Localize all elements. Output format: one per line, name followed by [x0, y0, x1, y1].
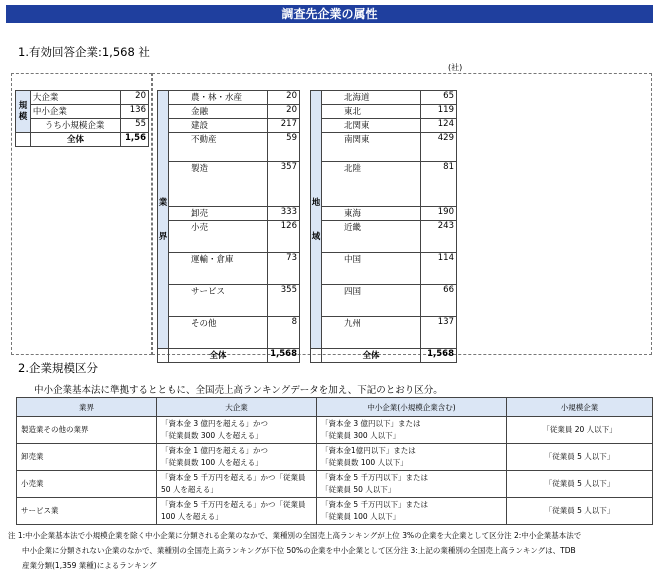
table-row [311, 105, 457, 119]
region-label: 東海 [321, 207, 420, 221]
size-label: うち小規模企業 [30, 119, 120, 133]
size-value: 55 [121, 119, 149, 133]
industry-value: 357 [267, 162, 299, 207]
table-row [158, 207, 300, 221]
industry-value: 8 [267, 317, 299, 349]
table-row [158, 317, 300, 349]
industry-label: 農・林・水産 [168, 91, 267, 105]
size-label: 大企業 [30, 91, 120, 105]
industry-value: 20 [267, 91, 299, 105]
region-value: 243 [421, 221, 457, 253]
criteria-sme-line: 「従業員数 100 人以下」 [321, 458, 408, 467]
criteria-large [157, 444, 317, 471]
table-row [158, 133, 300, 162]
table-row [311, 162, 457, 207]
criteria-sme [317, 498, 507, 525]
region-label: 北関東 [321, 119, 420, 133]
table-row [311, 207, 457, 221]
criteria-sme-line: 「資本金 3 億円以下」または [321, 419, 421, 428]
region-total-spacer [311, 349, 322, 363]
criteria-large [157, 417, 317, 444]
criteria-header-small: 小規模企業 [507, 398, 653, 417]
region-value: 81 [421, 162, 457, 207]
table-row [17, 471, 653, 498]
table-row [16, 105, 149, 119]
region-header-char: 地 [311, 197, 321, 208]
criteria-small: 「従業員 5 人以下」 [507, 444, 653, 471]
criteria-industry: サービス業 [17, 498, 157, 525]
criteria-large [157, 471, 317, 498]
region-table [310, 90, 457, 363]
size-total-spacer [16, 133, 31, 147]
table-row [158, 221, 300, 253]
industry-label: 建設 [168, 119, 267, 133]
criteria-industry: 卸売業 [17, 444, 157, 471]
section1-title: 1.有効回答企業:1,568 社 [18, 45, 150, 59]
region-value: 65 [421, 91, 457, 105]
size-total-value: 1,56 [121, 133, 149, 147]
criteria-large-line: 100 人を超える」 [161, 512, 223, 521]
size-total-row [16, 133, 149, 147]
criteria-sme-line: 「従業員 100 人以下」 [321, 512, 401, 521]
industry-total-label: 全体 [168, 349, 267, 363]
region-value: 137 [421, 317, 457, 349]
table-row [311, 91, 457, 105]
industry-label: サービス [168, 285, 267, 317]
criteria-industry: 小売業 [17, 471, 157, 498]
region-value: 190 [421, 207, 457, 221]
industry-label: 運輸・倉庫 [168, 253, 267, 285]
industry-label: 不動産 [168, 133, 267, 162]
table-row [158, 119, 300, 133]
criteria-sme-line: 「従業員 50 人以下」 [321, 485, 396, 494]
region-value: 119 [421, 105, 457, 119]
criteria-large [157, 498, 317, 525]
size-table [15, 90, 149, 147]
size-total-label: 全体 [30, 133, 120, 147]
section2-title: 2.企業規模区分 [18, 361, 98, 375]
table-row [311, 133, 457, 162]
criteria-industry: 製造業その他の業界 [17, 417, 157, 444]
criteria-sme [317, 444, 507, 471]
table-row [158, 162, 300, 207]
industry-label: その他 [168, 317, 267, 349]
criteria-table [16, 397, 653, 525]
criteria-sme [317, 417, 507, 444]
footnotes [8, 528, 653, 573]
criteria-large-line: 「従業員数 300 人を超える」 [161, 431, 263, 440]
footnote-line: 産業分類(1,359 業種)によるランキング [22, 561, 157, 570]
industry-value: 73 [267, 253, 299, 285]
region-label: 北海道 [321, 91, 420, 105]
table-row [158, 105, 300, 119]
criteria-large-line: 「資本金 5 千万円を超える」かつ「従業員 [161, 473, 306, 482]
region-value: 114 [421, 253, 457, 285]
industry-value: 126 [267, 221, 299, 253]
region-label: 南関東 [321, 133, 420, 162]
region-label: 東北 [321, 105, 420, 119]
industry-total-spacer [158, 349, 169, 363]
region-header [311, 91, 322, 349]
footnote-line: 中小企業に分類されない企業のなかで、業種別の全国売上高ランキングが下位 50%の企業を中小企業として区分注 3:上記の業種別の全国売上高ランキングは、TDB [22, 546, 576, 555]
criteria-large-line: 50 人を超える」 [161, 485, 218, 494]
size-header: 規模 [16, 91, 31, 133]
industry-value: 355 [267, 285, 299, 317]
page-title-banner: 調査先企業の属性 [6, 5, 653, 23]
region-total-value: 1,568 [421, 349, 457, 363]
region-label: 九州 [321, 317, 420, 349]
table-row [158, 285, 300, 317]
table-row [311, 285, 457, 317]
region-value: 124 [421, 119, 457, 133]
criteria-header-industry: 業界 [17, 398, 157, 417]
industry-label: 小売 [168, 221, 267, 253]
industry-label: 製造 [168, 162, 267, 207]
criteria-header-large: 大企業 [157, 398, 317, 417]
table-row [17, 417, 653, 444]
criteria-large-line: 「資本金 5 千万円を超える」かつ「従業員 [161, 500, 306, 509]
criteria-small: 「従業員 5 人以下」 [507, 498, 653, 525]
criteria-large-line: 「資本金 3 億円を超える」かつ [161, 419, 269, 428]
size-label: 中小企業 [30, 105, 120, 119]
table-row [311, 119, 457, 133]
table-row [17, 444, 653, 471]
criteria-small: 「従業員 20 人以下」 [507, 417, 653, 444]
table-row [17, 498, 653, 525]
region-label: 四国 [321, 285, 420, 317]
table-row [158, 253, 300, 285]
region-header-char: 域 [311, 231, 321, 242]
industry-header-char: 業 [158, 197, 168, 208]
industry-label: 金融 [168, 105, 267, 119]
industry-total-row [158, 349, 300, 363]
size-value: 136 [121, 105, 149, 119]
industry-value: 217 [267, 119, 299, 133]
table-row [16, 119, 149, 133]
table-row [311, 221, 457, 253]
criteria-large-line: 「従業員数 100 人を超える」 [161, 458, 263, 467]
industry-header [158, 91, 169, 349]
region-total-row [311, 349, 457, 363]
industry-label: 卸売 [168, 207, 267, 221]
region-label: 北陸 [321, 162, 420, 207]
region-label: 中国 [321, 253, 420, 285]
criteria-header-sme: 中小企業(小規模企業含む) [317, 398, 507, 417]
industry-table [157, 90, 300, 363]
table-row [158, 91, 300, 105]
region-value: 66 [421, 285, 457, 317]
size-value: 20 [121, 91, 149, 105]
industry-total-value: 1,568 [267, 349, 299, 363]
industry-value: 333 [267, 207, 299, 221]
region-total-label: 全体 [321, 349, 420, 363]
industry-header-char: 界 [158, 231, 168, 242]
section2-intro: 中小企業基本法に準拠するとともに、全国売上高ランキングデータを加え、下記のとおり区分。 [34, 385, 443, 396]
table-row [311, 253, 457, 285]
criteria-large-line: 「資本金 1 億円を超える」かつ [161, 446, 269, 455]
region-value: 429 [421, 133, 457, 162]
region-label: 近畿 [321, 221, 420, 253]
unit-label: (社) [448, 63, 463, 72]
criteria-sme [317, 471, 507, 498]
industry-value: 20 [267, 105, 299, 119]
criteria-sme-line: 「資本金1億円以下」または [321, 446, 416, 455]
table-row [16, 91, 149, 105]
criteria-sme-line: 「資本金 5 千万円以下」または [321, 473, 429, 482]
industry-value: 59 [267, 133, 299, 162]
table-row [311, 317, 457, 349]
footnote-line: 注 1:中小企業基本法で小規模企業を除く中小企業に分類される企業のなかで、業種別の全国売上高ランキングが上位 3%の企業を大企業として区分注 2:中小企業基本法で [8, 531, 582, 540]
criteria-sme-line: 「従業員 300 人以下」 [321, 431, 401, 440]
criteria-sme-line: 「資本金 5 千万円以下」または [321, 500, 429, 509]
criteria-small: 「従業員 5 人以下」 [507, 471, 653, 498]
